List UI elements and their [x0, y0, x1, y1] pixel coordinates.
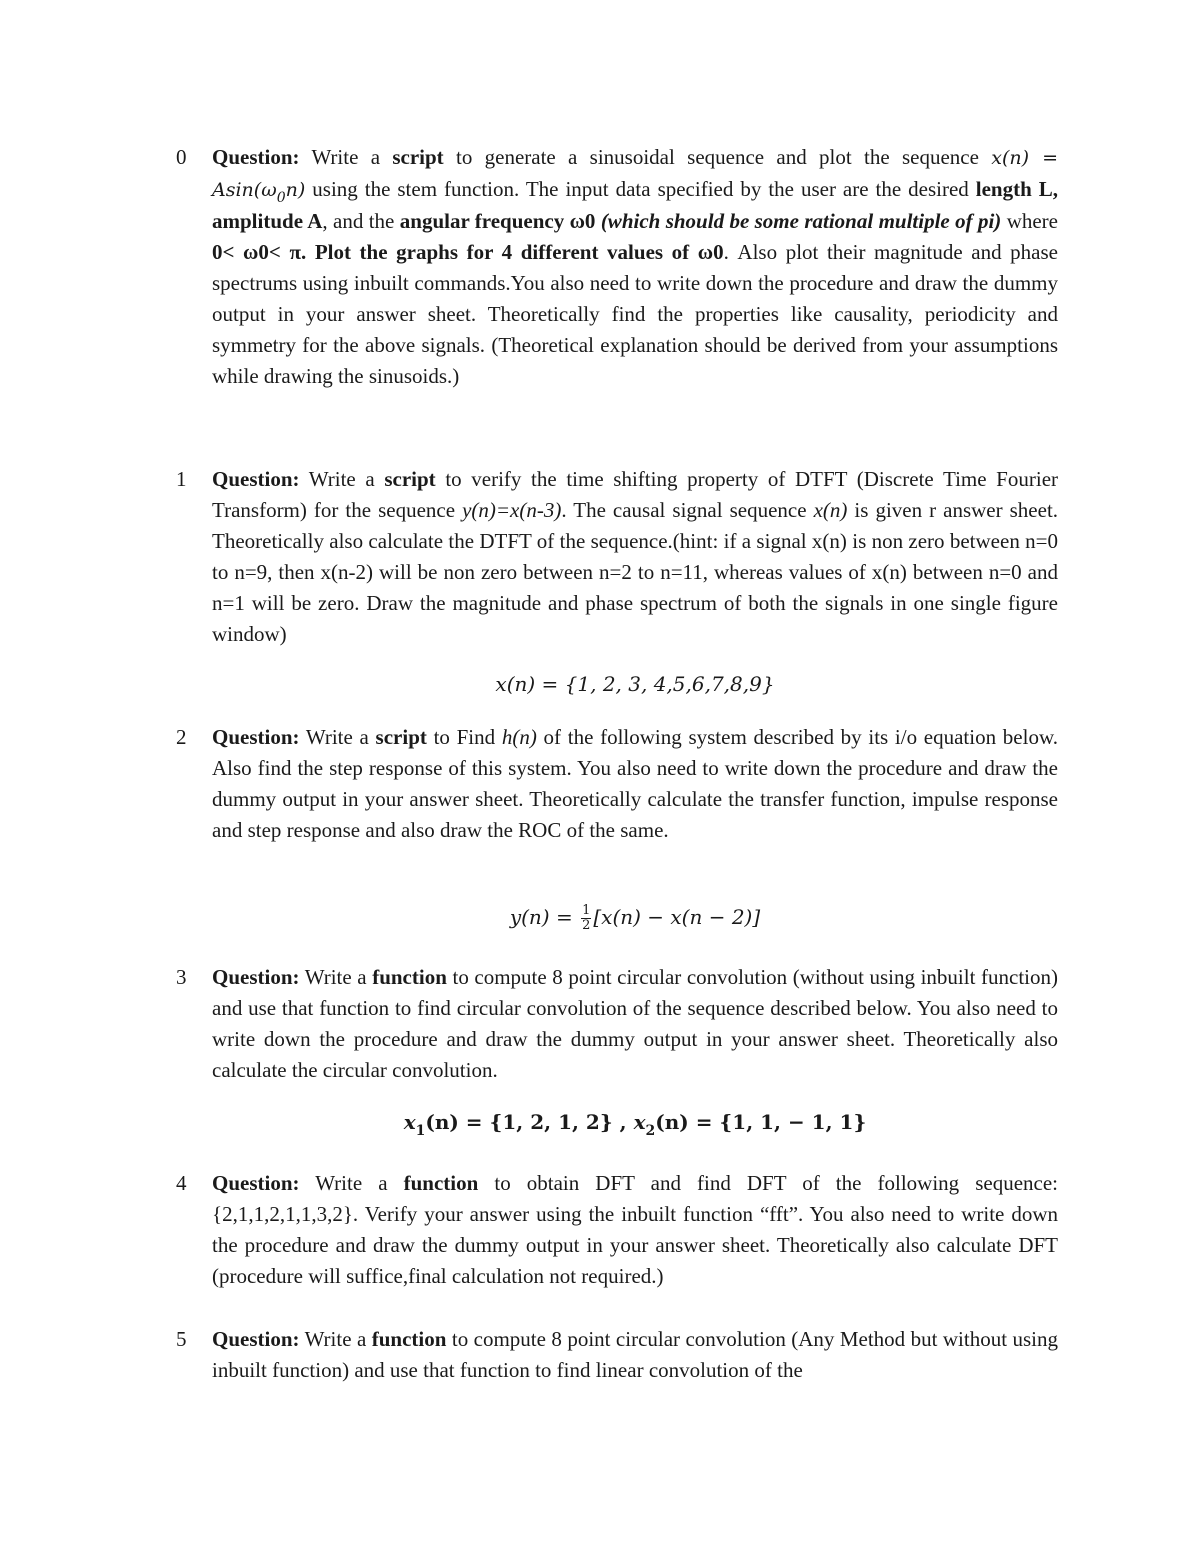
- keyword: function: [372, 965, 447, 989]
- equation-var: x: [403, 1110, 416, 1134]
- question-number: 2: [176, 725, 187, 749]
- equation-var: x: [633, 1110, 646, 1134]
- question-label: Question:: [212, 467, 300, 491]
- question-number: 0: [176, 145, 187, 169]
- text: to generate a sinusoidal sequence and plot the sequence: [456, 145, 979, 169]
- question-number: 5: [176, 1327, 187, 1351]
- bold-text: 0< ω0< π. Plot the graphs for 4 different values of ω0: [212, 240, 724, 264]
- question-text: [212, 1168, 1058, 1292]
- fraction: [581, 904, 591, 933]
- question-label: Question:: [212, 1171, 300, 1195]
- question-text: [212, 1324, 1058, 1386]
- keyword: function: [371, 1327, 447, 1351]
- question-number: 1: [176, 467, 187, 491]
- equation-text: (n) = {1, 2, 1, 2} ,: [425, 1110, 634, 1134]
- question-label: Question:: [212, 965, 300, 989]
- question-label: Question:: [212, 1327, 300, 1351]
- fraction-denominator: 2: [582, 918, 591, 933]
- text: , and the: [322, 209, 395, 233]
- text: . Also plot their magnitude and phase spectrums using inbuilt commands.You also need to write down the procedure and draw the dummy output in your answer sheet. Theoretically find the properties like causality, periodicity and symmetry for the above signals. (Theoretical explanation should be derived from your assumptions while drawing the sinusoids.): [212, 240, 1058, 388]
- text: Write a: [304, 1327, 367, 1351]
- italic-text: h(n): [501, 725, 537, 749]
- question-number: 4: [176, 1171, 187, 1195]
- italic-text: y(n)=x(n-3): [462, 498, 562, 522]
- equation: [212, 669, 1058, 699]
- text: Write a: [315, 1171, 388, 1195]
- question-text: [212, 464, 1058, 650]
- text: to obtain DFT and find DFT of the following sequence: {2,1,1,2,1,1,3,2}. Verify your answer using the inbuilt function “fft”. You also need to write down the procedure and draw the dummy output in your answer sheet. Theoretically also calculate DFT (procedure will suffice,final calculation not required.): [212, 1171, 1059, 1288]
- text: is given r answer sheet. Theoretically also calculate the DTFT of the sequence.(hint: if a signal x(n) is non zero between n=0 to n=9, then x(n-2) will be non zero between n=2 to n=11, whereas values of x(n) between n=0 and n=1 will be zero. Draw the magnitude and phase spectrum of both the signals in one single figure window): [212, 498, 1059, 646]
- subscript: 1: [415, 1123, 426, 1139]
- equation-lhs: y(n) =: [509, 905, 573, 929]
- text: to Find: [433, 725, 496, 749]
- text: where: [1006, 209, 1058, 233]
- keyword: script: [384, 467, 436, 491]
- equation: [212, 1107, 1058, 1137]
- text: Write a: [304, 965, 367, 989]
- question-label: Question:: [212, 145, 300, 169]
- keyword: script: [392, 145, 444, 169]
- fraction-numerator: 1: [582, 903, 591, 918]
- text: to compute 8 point circular convolution (without using inbuilt function) and use that function to find circular convolution of the sequence described below. You also need to write down the procedure and draw the dummy output in your answer sheet. Theoretically also calculate the circular convolution.: [212, 965, 1059, 1082]
- formula: $x(n) = Asin(\omega_0n)$: [212, 147, 1059, 206]
- text: to verify the time shifting property of DTFT (Discrete Time Fourier Transform) for the sequence: [212, 467, 1059, 522]
- text: to compute 8 point circular convolution (Any Method but without using inbuilt function) and use that function to find linear convolution of the: [212, 1327, 1058, 1382]
- question-number: 3: [176, 965, 187, 989]
- question-label: Question:: [212, 725, 300, 749]
- text: Write a: [311, 145, 381, 169]
- text: Write a: [308, 467, 375, 491]
- equation: [212, 902, 1058, 933]
- italic-text: x(n): [813, 498, 848, 522]
- equation-text: (n) = {1, 1, − 1, 1}: [655, 1110, 867, 1134]
- bold-text: angular frequency ω0: [399, 209, 596, 233]
- subscript: 2: [645, 1123, 656, 1139]
- question-text: [212, 722, 1058, 846]
- question-text: [212, 142, 1058, 392]
- bold-italic-text: (which should be some rational multiple of pi): [600, 209, 1002, 233]
- bold-text: length L, amplitude A: [212, 177, 1059, 233]
- keyword: function: [403, 1171, 479, 1195]
- text: using the stem function. The input data specified by the user are the desired: [312, 177, 969, 201]
- keyword: script: [375, 725, 427, 749]
- text: of the following system described by its i/o equation below. Also find the step response of this system. You also need to write down the procedure and draw the dummy output in your answer sheet. Theoretically calculate the transfer function, impulse response and step response and also draw the ROC of the same.: [212, 725, 1059, 842]
- question-text: [212, 962, 1058, 1086]
- equation-rhs: [x(n) − x(n − 2)]: [593, 905, 761, 929]
- equation-text: x(n) = {1, 2, 3, 4,5,6,7,8,9}: [495, 672, 775, 696]
- text: Write a: [305, 725, 369, 749]
- text: . The causal signal sequence: [561, 498, 807, 522]
